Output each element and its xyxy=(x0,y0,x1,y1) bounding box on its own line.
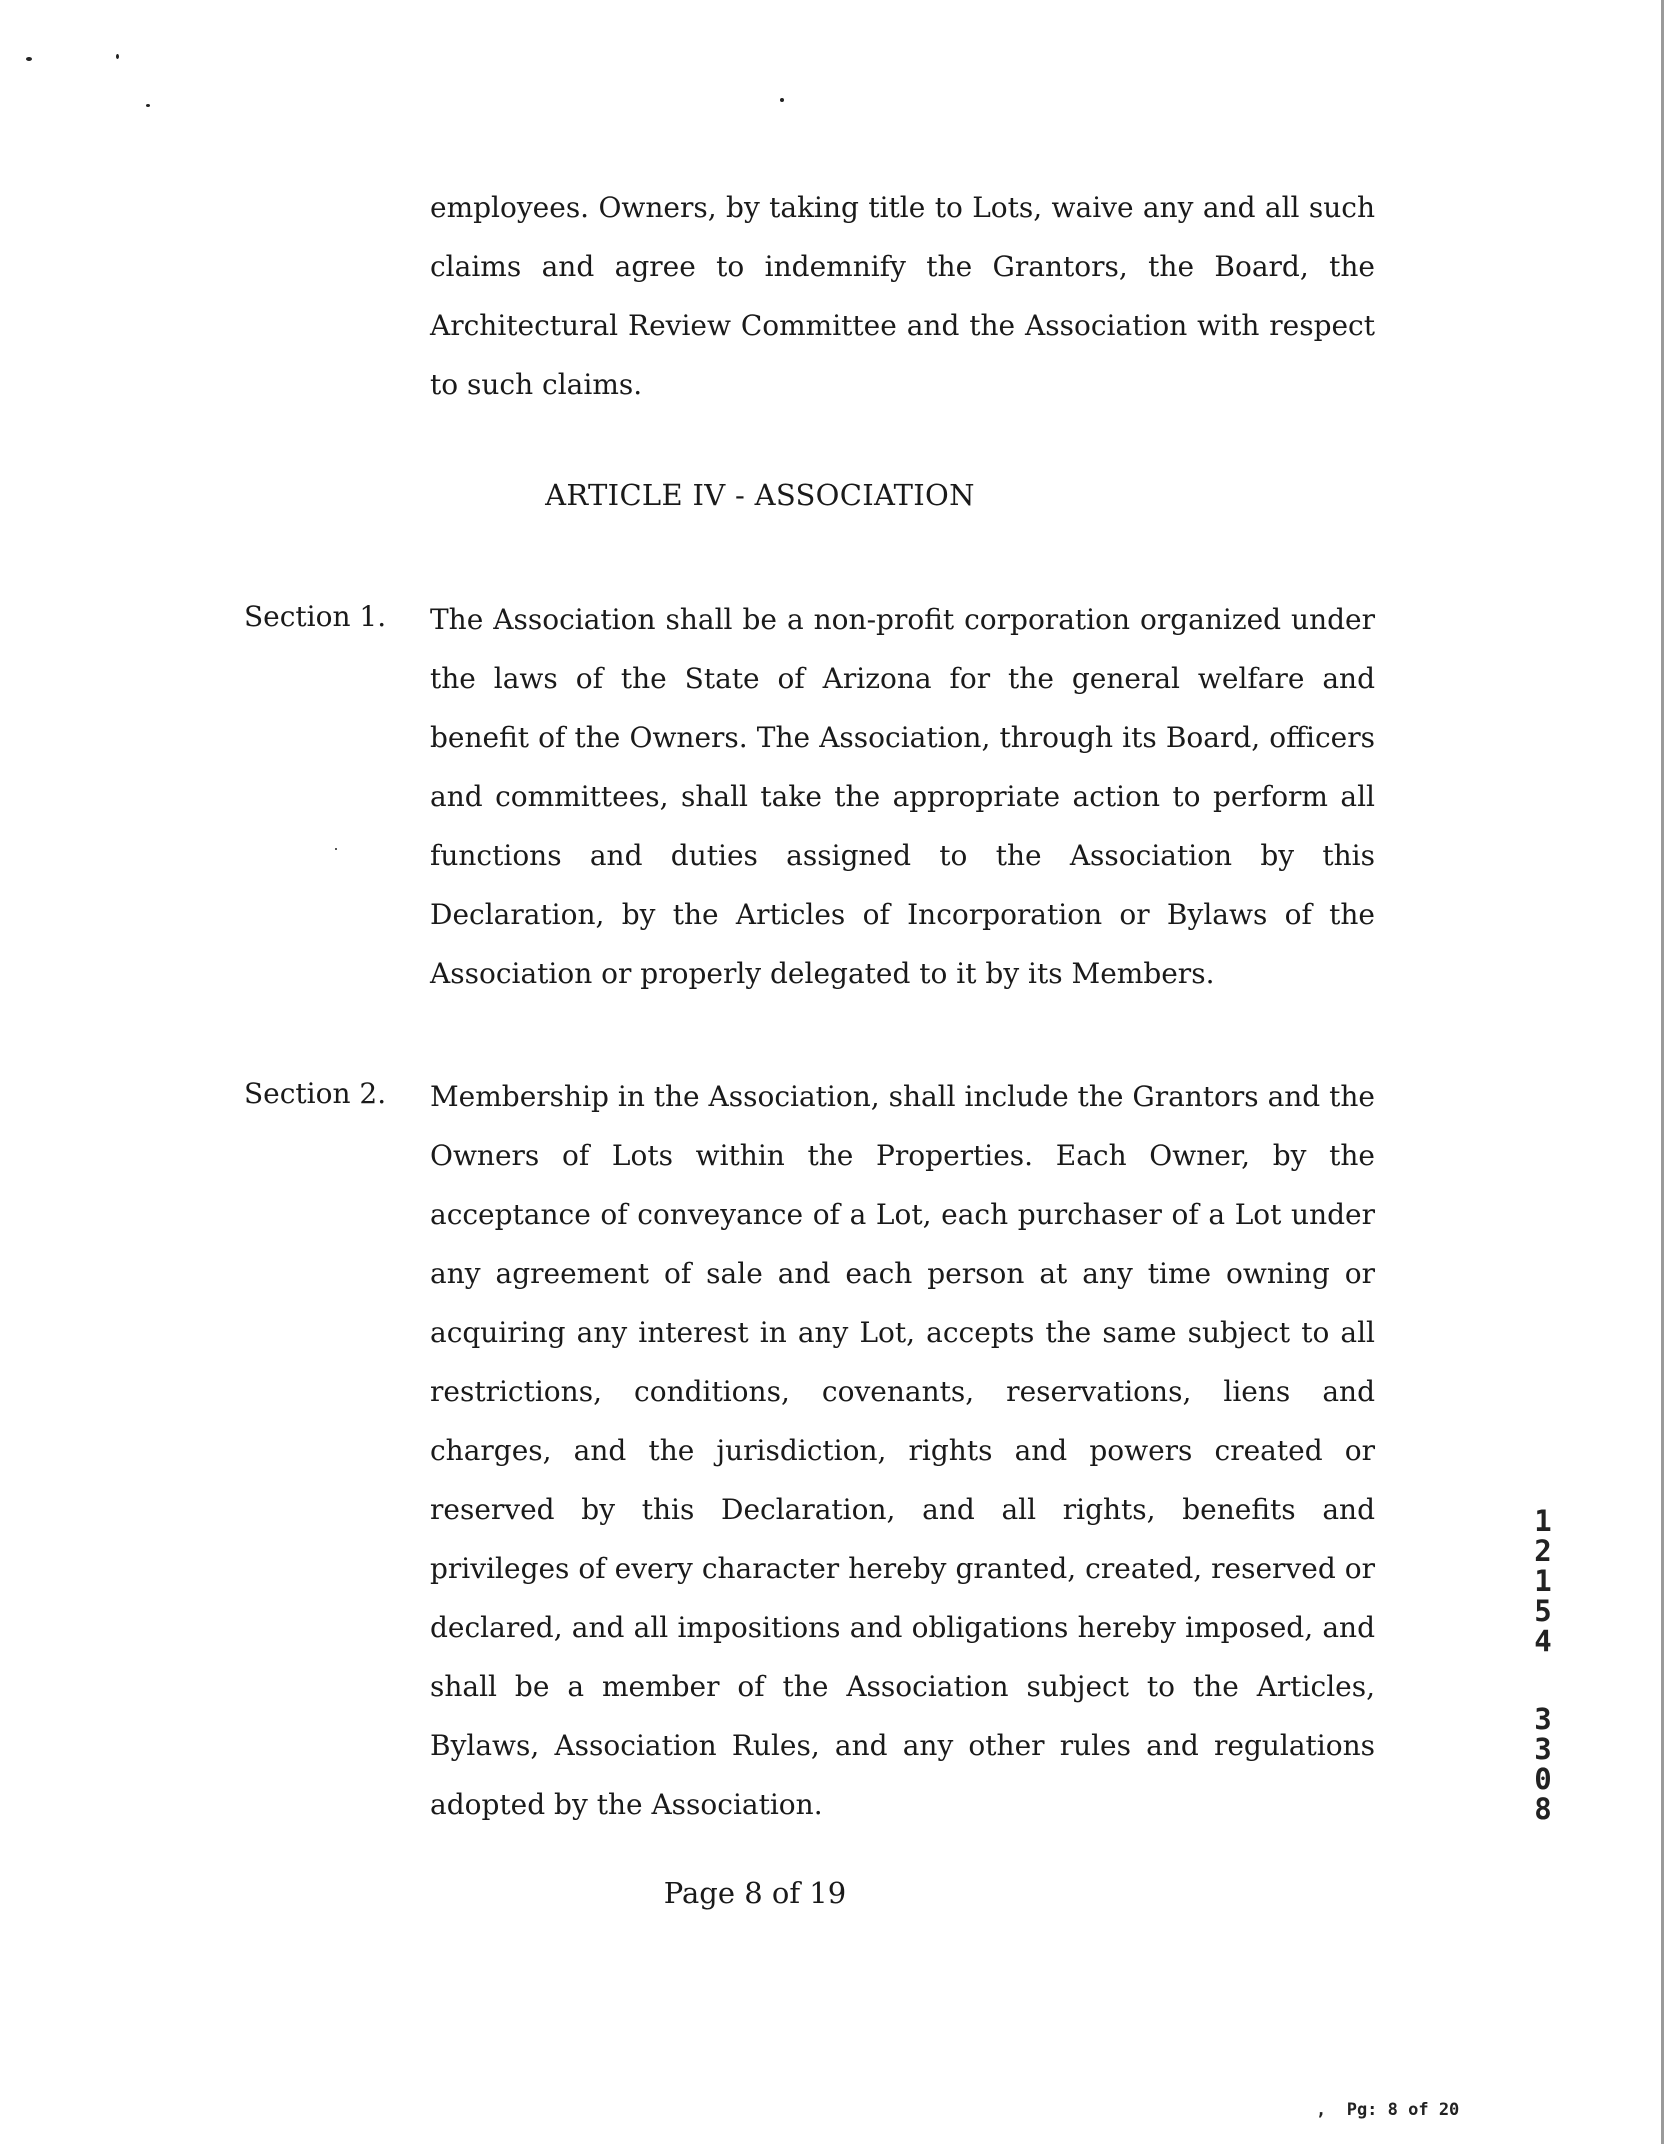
stamp-digit: 3 xyxy=(1534,1732,1552,1766)
stamp-gap xyxy=(1528,1656,1558,1704)
scan-speck xyxy=(335,848,337,850)
scan-speck xyxy=(26,57,32,61)
stamp-digit: 1 xyxy=(1534,1504,1552,1538)
section-2-text: Membership in the Association, shall include the Grantors and the Owners of Lots within the Properties. Each Owner, by the acceptance of conveyance of a Lot, each purchaser of a Lot under any agreement of sale and each person at any time owning or acquiring any interest in any Lot, accepts the same subject to all restrictions, conditions, covenants, reservations, liens and charges, and the jurisdiction, rights and powers created or reserved by this Declaration, and all rights, benefits and privileges of every character hereby granted, created, reserved or declared, and all impositions and obligations hereby imposed, and shall be a member of the Association subject to the Articles, Bylaws, Association Rules, and any other rules and regulations adopted by the Association. xyxy=(430,1080,1375,1821)
page-number: Page 8 of 19 xyxy=(663,1876,847,1910)
intro-paragraph: employees. Owners, by taking title to Lots, waive any and all such claims and agree to indemnify the Grantors, the Board, the Architectural Review Committee and the Association with respect to such claims. xyxy=(430,191,1375,401)
section-1-label: Section 1. xyxy=(244,600,387,633)
recording-stamp xyxy=(1528,1506,1558,1824)
stamp-digit: 3 xyxy=(1534,1702,1552,1736)
scan-speck xyxy=(116,54,119,59)
stamp-digit: 5 xyxy=(1534,1594,1552,1628)
stamp-digit: 4 xyxy=(1534,1624,1552,1658)
scan-speck xyxy=(780,98,784,102)
stamp-digit: 0 xyxy=(1534,1762,1552,1796)
stamp-digit: 8 xyxy=(1534,1792,1552,1826)
stamp-digit: 1 xyxy=(1534,1564,1552,1598)
scan-speck xyxy=(146,104,150,107)
section-1-text: The Association shall be a non-profit corporation organized under the laws of the State of Arizona for the general welfare and benefit of the Owners. The Association, through its Board, officers and committees, shall take the appropriate action to perform all functions and duties assigned to the Association by this Declaration, by the Articles of Incorporation or Bylaws of the Association or properly delegated to it by its Members. xyxy=(430,603,1375,990)
footer-page-reference: , Pg: 8 of 20 xyxy=(1316,2100,1460,2120)
stamp-digit: 2 xyxy=(1534,1534,1552,1568)
section-2-label: Section 2. xyxy=(244,1077,387,1110)
article-heading: ARTICLE IV - ASSOCIATION xyxy=(545,478,975,512)
